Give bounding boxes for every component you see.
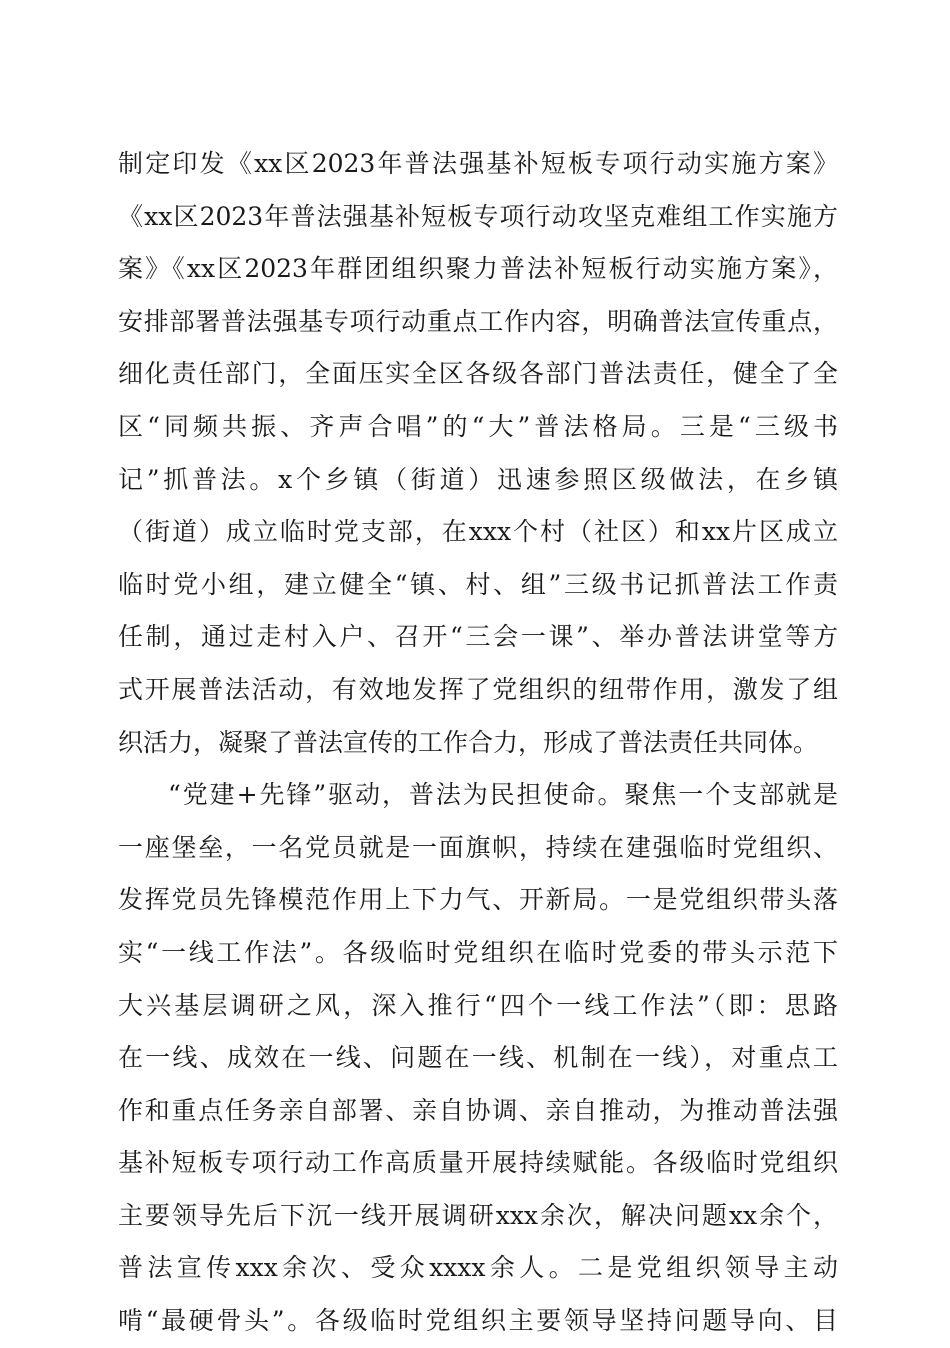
text-line: 案》《xx区2023年群团组织聚力普法补短板行动实施方案》，	[118, 254, 838, 284]
text-line: 基补短板专项行动工作高质量开展持续赋能。各级临时党组织	[118, 1148, 838, 1178]
text-line: 作和重点任务亲自部署、亲自协调、亲自推动，为推动普法强	[118, 1095, 838, 1125]
text-line: 式开展普法活动，有效地发挥了党组织的纽带作用，激发了组	[118, 674, 838, 704]
text-line: 细化责任部门，全面压实全区各级各部门普法责任，健全了全	[118, 359, 838, 389]
text-line: 《xx区2023年普法强基补短板专项行动攻坚克难组工作实施方	[118, 201, 838, 231]
text-line: 主要领导先后下沉一线开展调研xxx余次，解决问题xx余个，	[118, 1200, 838, 1230]
text-line: 区“同频共振、齐声合唱”的“大”普法格局。三是“三级书	[118, 411, 838, 441]
text-line: 普法宣传xxx余次、受众xxxx余人。二是党组织领导主动	[118, 1253, 838, 1283]
text-line: 实“一线工作法”。各级临时党组织在临时党委的带头示范下	[118, 937, 838, 967]
text-line: 在一线、成效在一线、问题在一线、机制在一线），对重点工	[118, 1043, 838, 1073]
text-line: 记”抓普法。x个乡镇（街道）迅速参照区级做法，在乡镇	[118, 464, 838, 494]
text-line: 安排部署普法强基专项行动重点工作内容，明确普法宣传重点，	[118, 306, 838, 336]
text-line: 临时党小组，建立健全“镇、村、组”三级书记抓普法工作责	[118, 569, 838, 599]
text-line: （街道）成立临时党支部，在xxx个村（社区）和xx片区成立	[118, 517, 838, 547]
text-line: 一座堡垒，一名党员就是一面旗帜，持续在建强临时党组织、	[118, 832, 838, 862]
text-line: 大兴基层调研之风，深入推行“四个一线工作法”（即：思路	[118, 990, 838, 1020]
paragraph-heading-line: “党建+先锋”驱动，普法为民担使命。聚焦一个支部就是	[168, 780, 838, 810]
text-line: 制定印发《xx区2023年普法强基补短板专项行动实施方案》	[118, 149, 838, 178]
text-line: 任制，通过走村入户、召开“三会一课”、举办普法讲堂等方	[118, 622, 838, 652]
text-line: 织活力，凝聚了普法宣传的工作合力，形成了普法责任共同体。	[118, 727, 819, 757]
text-line: 发挥党员先锋模范作用上下力气、开新局。一是党组织带头落	[118, 885, 838, 915]
text-line: 啃“最硬骨头”。各级临时党组织主要领导坚持问题导向、目	[118, 1306, 838, 1336]
body-text	[118, 138, 838, 1348]
